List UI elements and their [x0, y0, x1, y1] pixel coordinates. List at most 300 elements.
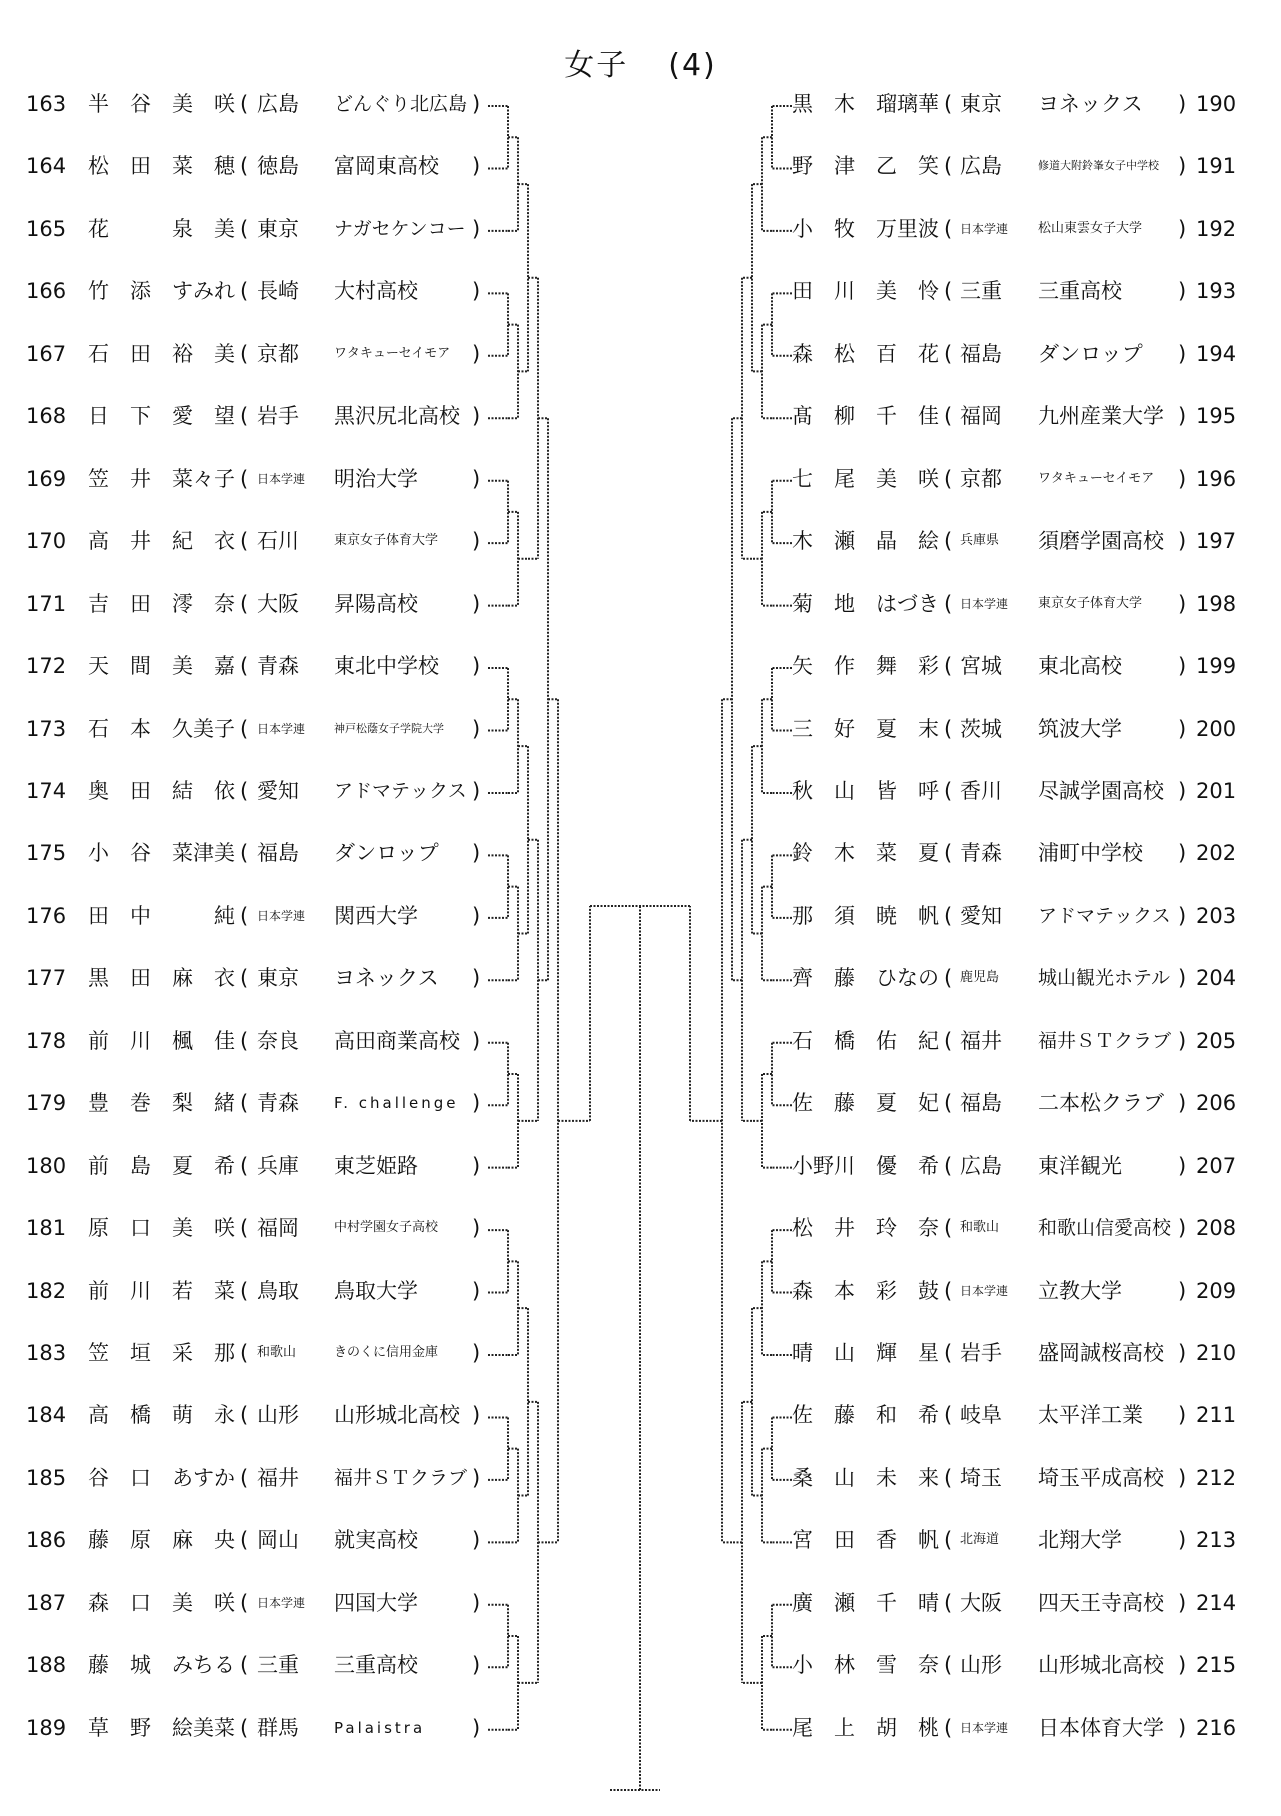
paren-open: (: [944, 654, 953, 679]
title-sub: (4): [668, 48, 717, 83]
seed-number: 204: [1196, 966, 1237, 991]
name-part: 咲: [214, 92, 235, 116]
name-part: 松: [792, 1216, 813, 1241]
paren-open: (: [944, 841, 953, 866]
seed-number: 199: [1196, 654, 1237, 679]
name-part: 和: [876, 1403, 897, 1428]
prefecture: 広島: [960, 154, 1002, 179]
paren-close: ): [1178, 1653, 1187, 1678]
seed-number: 192: [1196, 216, 1237, 241]
name-part: 瀬: [834, 529, 855, 554]
paren-close: ): [1178, 1216, 1187, 1241]
name-part: 牧: [834, 216, 855, 241]
name-part: 高: [88, 1403, 109, 1428]
seed-number: 203: [1196, 903, 1237, 928]
name-part: 輝: [876, 1341, 897, 1365]
club-name: 太平洋工業: [1038, 1403, 1143, 1428]
seed-number: 210: [1196, 1341, 1237, 1365]
paren-open: (: [240, 154, 249, 179]
name-part: 夏: [172, 1153, 193, 1178]
seed-number: 214: [1196, 1590, 1237, 1615]
paren-open: (: [240, 1216, 249, 1241]
club-name: F. challenge: [334, 1094, 459, 1113]
name-part: 裕: [172, 341, 193, 366]
name-part: 美: [214, 341, 235, 366]
paren-close: ): [472, 1465, 481, 1490]
paren-close: ): [472, 716, 481, 741]
title-main: 女子: [564, 48, 629, 83]
name-part: 嘉: [214, 654, 235, 679]
name-part: 津: [834, 154, 855, 179]
paren-close: ): [472, 1341, 481, 1365]
prefecture: 山形: [960, 1653, 1002, 1678]
seed-number: 169: [26, 466, 67, 491]
seed-number: 196: [1196, 466, 1237, 491]
club-name: 福井ＳＴクラブ: [1038, 1029, 1172, 1052]
seed-number: 166: [26, 279, 67, 304]
prefecture: 青森: [257, 1091, 299, 1116]
name-part: 愛: [172, 404, 193, 429]
name-part: 竹: [88, 279, 109, 304]
club-name: 埼玉平成高校: [1038, 1465, 1164, 1490]
seed-number: 174: [26, 778, 67, 803]
paren-open: (: [944, 1653, 953, 1678]
name-part: 松: [88, 154, 109, 179]
name-part: 林: [834, 1653, 855, 1678]
name-part: 来: [918, 1465, 939, 1490]
prefecture: 和歌山: [960, 1220, 1000, 1236]
seed-number: 175: [26, 841, 67, 866]
paren-open: (: [944, 279, 953, 304]
name-part: 柳: [834, 404, 855, 429]
seed-number: 180: [26, 1153, 67, 1178]
prefecture: 大阪: [960, 1590, 1002, 1615]
seed-number: 171: [26, 591, 67, 616]
name-part: 笠: [88, 466, 109, 491]
name-part: 木: [834, 92, 855, 116]
name-part: 原: [130, 1528, 151, 1553]
club-name: 神戸松蔭女子学院大学: [334, 721, 444, 735]
name-part: 雪: [876, 1653, 897, 1678]
prefecture: 日本学連: [257, 908, 306, 923]
name-part: 瀬: [834, 1590, 855, 1615]
name-part: 秋: [792, 778, 813, 803]
name-part: 千: [876, 1590, 897, 1615]
name-part: 上: [834, 1715, 855, 1740]
name-part: 田: [130, 154, 151, 179]
paren-open: (: [944, 1091, 953, 1116]
club-name: 東芝姫路: [334, 1153, 418, 1178]
club-name: 東北中学校: [334, 654, 439, 679]
prefecture: 三重: [960, 279, 1002, 304]
name-part: 咲: [214, 1216, 235, 1241]
seed-number: 163: [26, 92, 67, 116]
name-part: 半: [88, 92, 109, 116]
name-part: 花: [88, 216, 109, 241]
name-part: 添: [130, 279, 151, 304]
name-part: 采: [172, 1341, 193, 1365]
name-part: 妃: [918, 1091, 939, 1116]
name-part: 黒: [792, 92, 813, 116]
prefecture: 岐阜: [960, 1403, 1002, 1428]
prefecture: 福島: [257, 841, 299, 866]
paren-open: (: [240, 279, 249, 304]
name-part: 田: [130, 591, 151, 616]
paren-open: (: [240, 92, 249, 116]
name-part: 田: [130, 778, 151, 803]
name-part: 桑: [792, 1465, 813, 1490]
name-part: 黒: [88, 966, 109, 991]
name-part: 森: [792, 1278, 813, 1303]
paren-open: (: [944, 1341, 953, 1365]
name-part: 千: [876, 404, 897, 429]
prefecture: 福岡: [960, 404, 1002, 429]
name-part: 澪: [172, 591, 193, 616]
paren-close: ): [1178, 1278, 1187, 1303]
name-part: 帆: [918, 903, 939, 928]
name-part: 美: [172, 654, 193, 679]
club-name: 昇陽高校: [334, 591, 418, 616]
club-name: 尽誠学園高校: [1038, 778, 1164, 803]
club-name: ワタキューセイモア: [334, 345, 451, 361]
name-part: 菜: [172, 154, 193, 179]
name-part: 末: [918, 716, 939, 741]
name-part: 田: [88, 903, 109, 928]
club-name: アドマテックス: [334, 779, 467, 802]
paren-close: ): [472, 279, 481, 304]
seed-number: 183: [26, 1341, 67, 1365]
prefecture: 日本学連: [257, 471, 306, 486]
club-name: 東京女子体育大学: [1038, 595, 1143, 611]
club-name: きのくに信用金庫: [334, 1345, 439, 1360]
name-part: 奈: [918, 1653, 939, 1678]
paren-open: (: [944, 716, 953, 741]
prefecture: 和歌山: [257, 1345, 297, 1360]
name-part: 若: [172, 1278, 193, 1303]
name-part: 木: [792, 529, 813, 554]
paren-close: ): [1178, 404, 1187, 429]
name-part: 咲: [214, 1590, 235, 1615]
club-name: ヨネックス: [334, 966, 439, 991]
paren-close: ): [1178, 154, 1187, 179]
name-part: 鈴: [792, 841, 813, 866]
paren-close: ): [1178, 216, 1187, 241]
name-part: 天: [88, 654, 109, 679]
paren-open: (: [240, 841, 249, 866]
name-part: 谷: [130, 841, 151, 866]
paren-close: ): [1178, 341, 1187, 366]
paren-open: (: [240, 591, 249, 616]
club-name: 松山東雲女子大学: [1038, 220, 1143, 236]
paren-close: ): [472, 841, 481, 866]
paren-close: ): [472, 1528, 481, 1553]
seed-number: 194: [1196, 341, 1237, 366]
name-part: 原: [88, 1216, 109, 1241]
name-part: 絵: [918, 529, 939, 554]
seed-number: 185: [26, 1465, 67, 1490]
name-part: 美: [214, 216, 235, 241]
name-part: 咲: [918, 466, 939, 491]
paren-open: (: [944, 966, 953, 991]
paren-close: ): [1178, 778, 1187, 803]
name-part: 小: [792, 216, 813, 241]
name-part: 森: [792, 341, 813, 366]
club-name: 日本体育大学: [1038, 1715, 1164, 1740]
club-name: 就実高校: [334, 1528, 418, 1553]
name-part: 日: [88, 404, 109, 429]
seed-number: 215: [1196, 1653, 1237, 1678]
name-part: 中: [130, 903, 151, 928]
name-part: 彩: [876, 1278, 897, 1303]
paren-close: ): [1178, 1153, 1187, 1178]
name-part: 奈: [214, 591, 235, 616]
prefecture: 福井: [257, 1465, 299, 1490]
seed-number: 209: [1196, 1278, 1237, 1303]
club-name: 福井ＳＴクラブ: [334, 1466, 468, 1489]
name-part: 谷: [130, 92, 151, 116]
paren-close: ): [1178, 654, 1187, 679]
name-part: 晶: [876, 529, 897, 554]
name-part: 紀: [918, 1028, 939, 1053]
name-part: 作: [834, 654, 855, 679]
paren-close: ): [472, 92, 481, 116]
club-name: 東北高校: [1038, 654, 1122, 679]
prefecture: 香川: [960, 778, 1002, 803]
paren-open: (: [240, 1590, 249, 1615]
name-part: 星: [918, 1341, 939, 1365]
name-part: 香: [876, 1528, 897, 1553]
name-part: 緒: [214, 1091, 235, 1116]
name-part: 美: [876, 279, 897, 304]
paren-open: (: [240, 716, 249, 741]
paren-open: (: [240, 529, 249, 554]
paren-close: ): [1178, 966, 1187, 991]
paren-close: ): [472, 1715, 481, 1740]
name-part: 帆: [918, 1528, 939, 1553]
prefecture: 群馬: [257, 1715, 299, 1740]
name-part: 麻: [172, 966, 193, 991]
prefecture: 東京: [960, 92, 1002, 116]
name-part: 廣: [792, 1590, 813, 1615]
paren-open: (: [944, 1216, 953, 1241]
name-part: 前: [88, 1278, 109, 1303]
name-part: 田: [792, 279, 813, 304]
name-part: 瑠璃華: [876, 92, 939, 116]
seed-number: 170: [26, 529, 67, 554]
club-name: 修道大附鈴峯女子中学校: [1038, 159, 1159, 173]
prefecture: 青森: [257, 654, 299, 679]
name-part: 楓: [172, 1028, 193, 1053]
name-part: 佐: [792, 1091, 813, 1116]
paren-open: (: [240, 341, 249, 366]
seed-number: 184: [26, 1403, 67, 1428]
club-name: 北翔大学: [1038, 1528, 1122, 1553]
name-part: 希: [918, 1403, 939, 1428]
paren-close: ): [1178, 279, 1187, 304]
name-part: 口: [130, 1590, 151, 1615]
paren-close: ): [1178, 841, 1187, 866]
name-part: 穂: [214, 154, 235, 179]
prefecture: 日本学連: [257, 1595, 306, 1610]
name-part: 尾: [834, 466, 855, 491]
seed-number: 189: [26, 1715, 67, 1740]
name-part: 下: [130, 404, 151, 429]
name-part: 三: [792, 716, 813, 741]
name-part: 谷: [88, 1465, 109, 1490]
name-part: 菜津美: [172, 841, 235, 866]
paren-close: ): [472, 1403, 481, 1428]
name-part: 美: [172, 1216, 193, 1241]
name-part: 奈: [918, 1216, 939, 1241]
club-name: ナガセケンコー: [334, 217, 466, 240]
prefecture: 青森: [960, 841, 1002, 866]
name-part: 麻: [172, 1528, 193, 1553]
name-part: 夏: [876, 1091, 897, 1116]
paren-close: ): [472, 966, 481, 991]
name-part: 前: [88, 1153, 109, 1178]
seed-number: 187: [26, 1590, 67, 1615]
name-part: 城: [130, 1653, 151, 1678]
prefecture: 東京: [257, 216, 299, 241]
paren-open: (: [944, 903, 953, 928]
prefecture: 愛知: [257, 778, 299, 803]
club-name: ワタキューセイモア: [1038, 470, 1155, 486]
seed-number: 195: [1196, 404, 1237, 429]
prefecture: 兵庫県: [960, 533, 1000, 549]
name-part: 間: [130, 654, 151, 679]
paren-close: ): [472, 903, 481, 928]
seed-number: 173: [26, 716, 67, 741]
prefecture: 埼玉: [960, 1465, 1002, 1490]
paren-close: ): [472, 466, 481, 491]
seed-number: 193: [1196, 279, 1237, 304]
paren-open: (: [240, 1278, 249, 1303]
paren-close: ): [1178, 903, 1187, 928]
name-part: 巻: [130, 1091, 151, 1116]
seed-number: 182: [26, 1278, 67, 1303]
club-name: 関西大学: [334, 903, 418, 928]
name-part: 山: [834, 1465, 855, 1490]
club-name: 三重高校: [1038, 279, 1122, 304]
name-part: 橋: [834, 1028, 855, 1053]
paren-close: ): [472, 1653, 481, 1678]
seed-number: 202: [1196, 841, 1237, 866]
seed-number: 188: [26, 1653, 67, 1678]
name-part: 胡: [876, 1715, 897, 1740]
name-part: 垣: [130, 1341, 151, 1365]
paren-close: ): [1178, 466, 1187, 491]
name-part: 小: [88, 841, 109, 866]
seed-number: 178: [26, 1028, 67, 1053]
paren-open: (: [944, 1278, 953, 1303]
seed-number: 167: [26, 341, 67, 366]
paren-open: (: [944, 591, 953, 616]
name-part: 藤: [88, 1653, 109, 1678]
name-part: すみれ: [172, 279, 235, 304]
paren-open: (: [944, 216, 953, 241]
name-part: 梨: [172, 1091, 193, 1116]
name-part: 久美子: [172, 716, 235, 741]
prefecture: 宮城: [960, 654, 1002, 679]
name-part: 絵美菜: [172, 1715, 235, 1740]
paren-close: ): [1178, 1715, 1187, 1740]
paren-open: (: [944, 778, 953, 803]
club-name: 東京女子体育大学: [334, 533, 439, 549]
paren-open: (: [240, 1028, 249, 1053]
prefecture: 日本学連: [960, 1283, 1009, 1298]
name-part: 佳: [214, 1028, 235, 1053]
name-part: 佑: [876, 1028, 897, 1053]
name-part: 美: [172, 92, 193, 116]
name-part: 依: [214, 778, 235, 803]
prefecture: 鹿児島: [960, 970, 1000, 986]
club-name: 大村高校: [334, 279, 418, 304]
name-part: 川: [834, 279, 855, 304]
paren-close: ): [1178, 1341, 1187, 1365]
seed-number: 200: [1196, 716, 1237, 741]
name-part: 晴: [918, 1590, 939, 1615]
name-part: 田: [130, 341, 151, 366]
name-part: 藤: [834, 1403, 855, 1428]
name-part: 衣: [214, 529, 235, 554]
paren-close: ): [472, 1091, 481, 1116]
paren-open: (: [240, 966, 249, 991]
name-part: 百: [876, 341, 897, 366]
seed-number: 201: [1196, 778, 1237, 803]
club-name: ヨネックス: [1038, 92, 1143, 116]
seed-number: 165: [26, 216, 67, 241]
name-part: 石: [792, 1028, 813, 1053]
name-part: 藤: [834, 1091, 855, 1116]
name-part: 野: [792, 154, 813, 179]
seed-number: 186: [26, 1528, 67, 1553]
name-part: 美: [876, 466, 897, 491]
paren-close: ): [472, 1028, 481, 1053]
name-part: 花: [918, 341, 939, 366]
name-part: 木: [834, 841, 855, 866]
name-part: 菜: [876, 841, 897, 866]
name-part: 草: [88, 1715, 109, 1740]
name-part: 結: [172, 778, 193, 803]
prefecture: 京都: [257, 341, 299, 366]
paren-open: (: [240, 654, 249, 679]
prefecture: 大阪: [257, 591, 299, 616]
name-part: 夏: [918, 841, 939, 866]
club-name: 和歌山信愛高校: [1038, 1217, 1172, 1240]
name-part: 藤: [88, 1528, 109, 1553]
paren-open: (: [240, 1091, 249, 1116]
name-part: みちる: [172, 1653, 235, 1678]
paren-close: ): [472, 154, 481, 179]
club-name: どんぐり北広島: [334, 93, 468, 115]
club-name: 二本松クラブ: [1038, 1091, 1164, 1116]
paren-close: ): [472, 1216, 481, 1241]
name-part: 石: [88, 341, 109, 366]
paren-open: (: [240, 1715, 249, 1740]
name-part: 彩: [918, 654, 939, 679]
name-part: 菜: [214, 1278, 235, 1303]
name-part: 菊: [792, 591, 813, 616]
paren-close: ): [472, 216, 481, 241]
prefecture: 兵庫: [257, 1153, 299, 1178]
paren-open: (: [240, 1341, 249, 1365]
name-part: 小: [792, 1653, 813, 1678]
name-part: 桃: [918, 1715, 939, 1740]
paren-open: (: [240, 466, 249, 491]
paren-close: ): [472, 341, 481, 366]
prefecture: 日本学連: [960, 596, 1009, 611]
prefecture: 徳島: [257, 154, 299, 179]
